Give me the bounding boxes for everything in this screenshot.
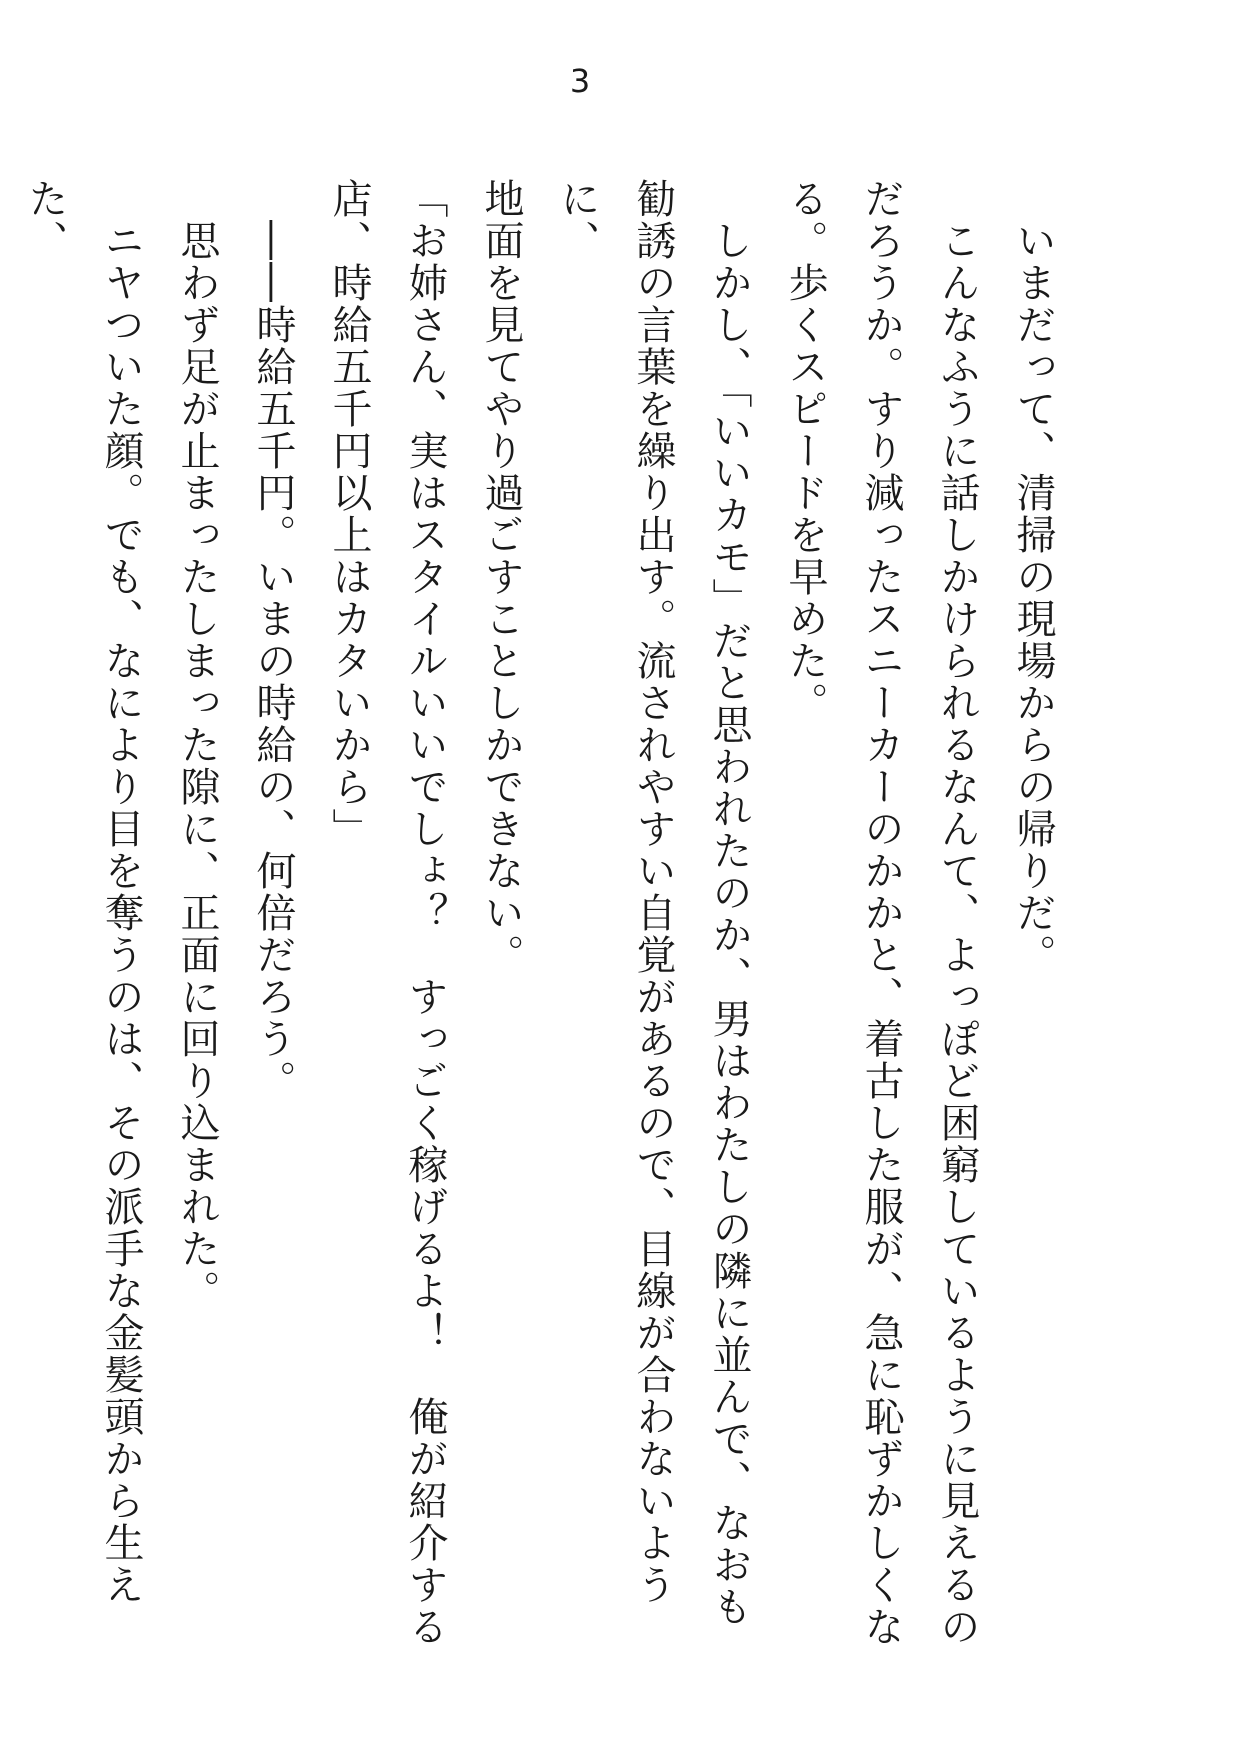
text-line: 店、時給五千円以上はカタいから」 <box>326 178 372 850</box>
text-line: 思わず足が止まったしまった隙に、正面に回り込まれた。 <box>174 178 220 1312</box>
text-line: 勧誘の言葉を繰り出す。流されやすい自覚があるので、目線が合わないように、 <box>554 178 676 1606</box>
text-line: る。歩くスピードを早めた。 <box>782 178 828 724</box>
text-line: いまだって、清掃の現場からの帰りだ。 <box>1010 178 1056 976</box>
text-line: ――時給五千円。いまの時給の、何倍だろう。 <box>250 178 296 1102</box>
page-number: 3 <box>569 62 591 100</box>
text-line: だろうか。すり減ったスニーカーのかかと、着古した服が、急に恥ずかしくな <box>858 178 904 1648</box>
text-line: ニヤついた顔。でも、なにより目を奪うのは、その派手な金髪頭から生えた、 <box>22 178 144 1606</box>
text-line: こんなふうに話しかけられるなんて、よっぽど困窮しているように見えるの <box>934 178 980 1648</box>
text-line: 「お姉さん、実はスタイルいいでしょ？ すっごく稼げるよ！ 俺が紹介する <box>402 178 448 1648</box>
text-line: しかし、「いいカモ」だと思われたのか、男はわたしの隣に並んで、なおも <box>706 178 752 1628</box>
text-line: 地面を見てやり過ごすことしかできない。 <box>478 178 524 976</box>
vertical-text-body <box>22 178 1071 1688</box>
